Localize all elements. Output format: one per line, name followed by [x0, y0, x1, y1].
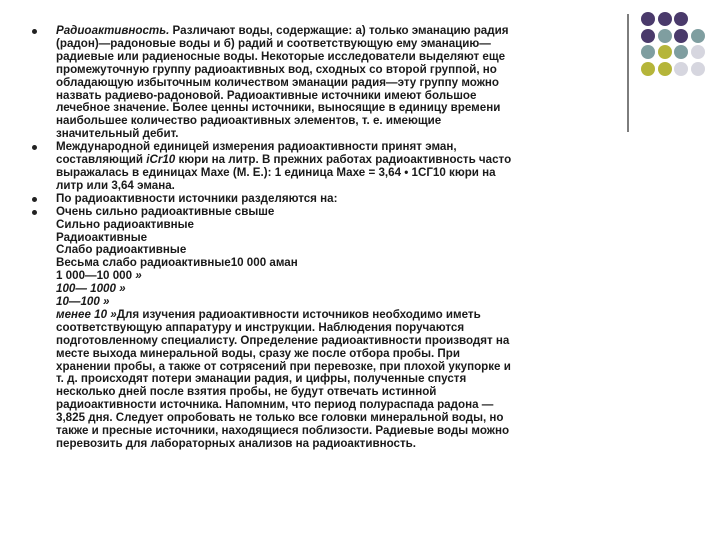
- text-segment: Международной единицей измерения радиоактивности принят эман,: [56, 140, 457, 154]
- decorative-dot: [641, 29, 655, 43]
- text-segment: кюри на литр. В прежних работах радиоактивность часто: [175, 153, 512, 167]
- decorative-dot: [691, 62, 705, 76]
- decorative-dot: [674, 12, 688, 26]
- text-line: [56, 283, 620, 296]
- text-segment: значительный дебит.: [56, 127, 179, 141]
- decorative-dot: [658, 12, 672, 26]
- decorative-dot-grid: [641, 12, 706, 77]
- text-line: [56, 438, 620, 451]
- text-segment: хранении пробы, а также от сотрясений при перевозке, при плохой укупорке и: [56, 359, 511, 373]
- text-segment: 10—100 »: [56, 295, 110, 309]
- text-segment: менее 10 »: [56, 307, 117, 321]
- text-segment: Различают воды, содержащие: а) только эманацию радия: [169, 24, 509, 37]
- decorative-dot: [691, 45, 705, 59]
- text-segment: Для изучения радиоактивности источников необходимо иметь: [116, 307, 481, 321]
- text-segment: наибольшее количество радиоактивных элементов, т. е. имеющие: [56, 114, 442, 128]
- slide-body-text: [30, 25, 620, 451]
- text-segment: Радиоактивность.: [56, 24, 170, 37]
- bullet-item: [30, 141, 620, 193]
- bullet-item: [30, 25, 620, 141]
- text-segment: составляющий: [56, 153, 147, 167]
- text-segment: обладающую избыточным количеством эманации радия—эту группу можно: [56, 75, 500, 89]
- text-line: [56, 270, 620, 283]
- text-segment: 100— 1000 »: [56, 282, 126, 296]
- text-segment: По радиоактивности источники разделяются на:: [56, 191, 338, 205]
- text-segment: 3,825 дня. Следует опробовать не только все головки минеральной воды, но: [56, 411, 504, 425]
- divider-line: [627, 14, 629, 132]
- text-segment: литр или 3,64 эмана.: [56, 178, 175, 192]
- decorative-dot: [658, 29, 672, 43]
- text-segment: выражалась в единицах Махе (М. Е.): 1 единица Махе = 3,64 • 1СГ10 кюри на: [56, 165, 496, 179]
- text-segment: т. д. происходят потери эманации радия, и цифры, полученные спустя: [56, 372, 467, 386]
- text-segment: 1 000—10 000: [56, 269, 136, 283]
- decorative-dot: [641, 45, 655, 59]
- text-segment: Очень сильно радиоактивные свыше: [56, 204, 275, 218]
- text-segment: лечебное значение. Более ценны источники, выносящие в единицу времени: [56, 101, 501, 115]
- text-segment: назвать радиево-радоновой. Радиоактивные источники имеют большое: [56, 88, 477, 102]
- text-segment: iCr10: [146, 153, 176, 167]
- decorative-dot: [674, 62, 688, 76]
- text-segment: промежуточную группу радиоактивных вод, сходных со второй группой, но: [56, 62, 497, 76]
- text-segment: также и пресные источники, находящиеся поблизости. Радиевые воды можно: [56, 424, 510, 438]
- decorative-dot: [674, 29, 688, 43]
- text-segment: Весьма слабо радиоактивные10 000 аман: [56, 256, 298, 270]
- decorative-dot: [658, 45, 672, 59]
- text-segment: месте выхода минеральной воды, сразу же после отбора пробы. При: [56, 346, 460, 360]
- text-segment: радиевые или радиеносные воды. Некоторые исследователи выделяют еще: [56, 49, 506, 63]
- text-segment: Радиоактивные: [56, 230, 148, 244]
- decorative-dot: [658, 62, 672, 76]
- text-segment: несколько дней после взятия пробы, не будут отвечать истинной: [56, 385, 437, 399]
- text-segment: подготовленному специалисту. Определение радиоактивности производят на: [56, 333, 510, 347]
- text-segment: радиоактивности источника. Напомним, что период полураспада радона —: [56, 398, 494, 412]
- text-segment: соответствующую аппаратуру и инструкции. Наблюдения поручаются: [56, 320, 465, 334]
- bullet-item: [30, 206, 620, 451]
- text-segment: Сильно радиоактивные: [56, 217, 194, 231]
- text-segment: (радон)—радоновые воды и б) радий и соответствующую ему эманацию—: [56, 36, 491, 50]
- decorative-dot: [641, 62, 655, 76]
- text-segment: перевозить для лабораторных анализов на радиоактивность.: [56, 437, 417, 450]
- decorative-dot: [674, 45, 688, 59]
- text-segment: Слабо радиоактивные: [56, 243, 187, 257]
- decorative-dot: [691, 12, 705, 26]
- text-segment: »: [135, 269, 142, 283]
- decorative-dot: [691, 29, 705, 43]
- decorative-dot: [641, 12, 655, 26]
